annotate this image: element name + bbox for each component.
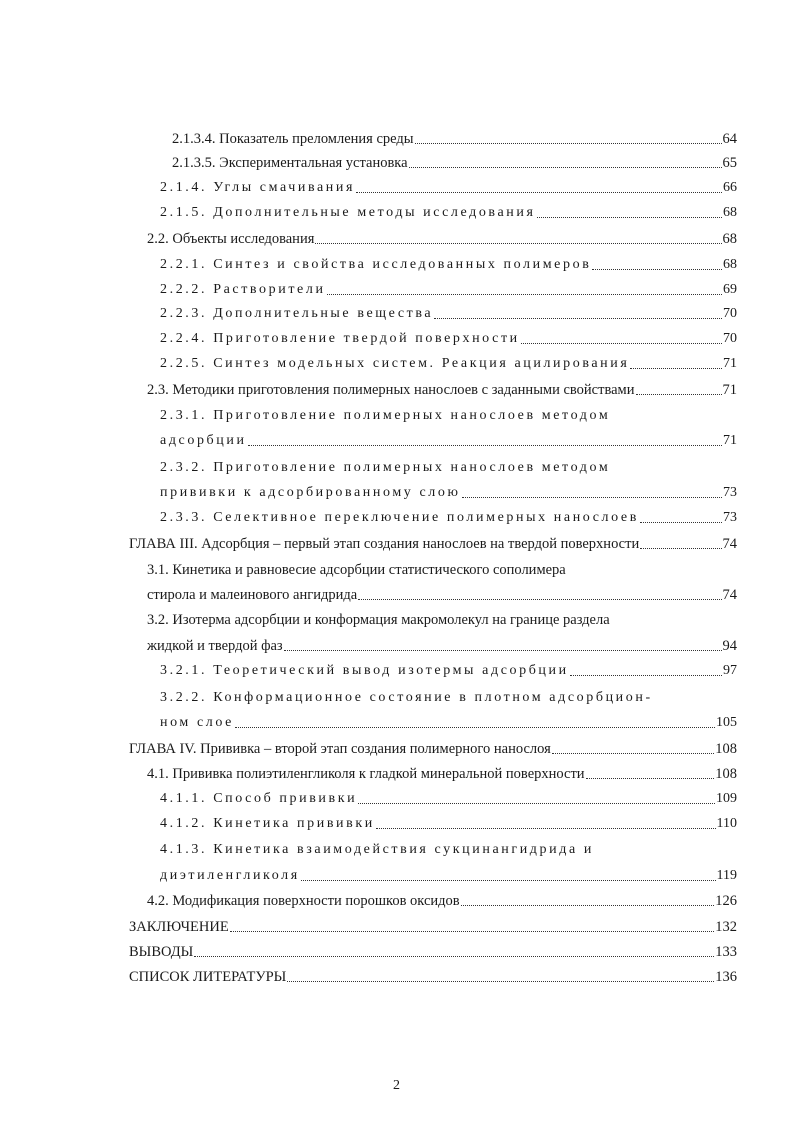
toc-entry-title: 2.1.4. Углы смачивания bbox=[160, 180, 356, 195]
toc-entry-page: 94 bbox=[722, 638, 737, 654]
toc-entry-page: 132 bbox=[715, 919, 737, 935]
toc-entry-page: 133 bbox=[715, 944, 737, 960]
toc-entry-page: 109 bbox=[716, 791, 737, 806]
dot-leader bbox=[552, 753, 714, 754]
toc-entry-title: 2.2.5. Синтез модельных систем. Реакция ацилирования bbox=[160, 356, 630, 371]
toc-entry bbox=[147, 375, 737, 399]
toc-entry-title: СПИСОК ЛИТЕРАТУРЫ bbox=[129, 969, 287, 985]
toc-entry-title: прививки к адсорбированному слою bbox=[160, 485, 461, 500]
dot-leader bbox=[358, 599, 721, 600]
toc-entry-title: жидкой и твердой фаз bbox=[147, 638, 283, 654]
toc-entry-page: 74 bbox=[722, 536, 737, 552]
toc-entry bbox=[147, 580, 737, 604]
toc-entry-title: 3.2.1. Теоретический вывод изотермы адсорбции bbox=[160, 663, 569, 678]
dot-leader bbox=[570, 675, 722, 676]
toc-entry bbox=[160, 173, 737, 197]
toc-entry bbox=[160, 656, 737, 680]
toc-entry-title: 4.1.1. Способ прививки bbox=[160, 791, 358, 806]
toc-entry-title: 4.1.2. Кинетика прививки bbox=[160, 816, 375, 831]
toc-entry-title: 4.2. Модификация поверхности порошков оксидов bbox=[147, 893, 460, 909]
toc-entry-title: ном слое bbox=[160, 715, 234, 730]
toc-entry-first-line: 3.2. Изотерма адсорбции и конформация макромолекул на границе раздела bbox=[147, 612, 610, 628]
toc-entry-page: 108 bbox=[715, 741, 737, 757]
toc-entry bbox=[147, 224, 737, 248]
dot-leader bbox=[630, 368, 722, 369]
dot-leader bbox=[592, 269, 722, 270]
toc-entry bbox=[147, 886, 737, 910]
dot-leader bbox=[287, 981, 714, 982]
dot-leader bbox=[434, 318, 722, 319]
toc-entry-title: 2.3. Методики приготовления полимерных нанослоев с заданными свойствами bbox=[147, 382, 635, 398]
toc-entry bbox=[160, 349, 737, 373]
toc-entry-title: 2.3.3. Селективное переключение полимерных нанослоев bbox=[160, 510, 639, 525]
dot-leader bbox=[415, 143, 722, 144]
toc-entry-title: ГЛАВА III. Адсорбция – первый этап создания нанослоев на твердой поверхности bbox=[129, 536, 640, 552]
dot-leader bbox=[586, 778, 715, 779]
toc-entry bbox=[160, 275, 737, 299]
toc-entry-first-line: 3.2.2. Конформационное состояние в плотном адсорбцион- bbox=[160, 690, 653, 705]
toc-entry bbox=[160, 426, 737, 450]
toc-entry bbox=[160, 198, 737, 222]
toc-entry-title: ЗАКЛЮЧЕНИЕ bbox=[129, 919, 229, 935]
toc-entry bbox=[129, 962, 737, 986]
toc-entry-page: 105 bbox=[716, 715, 737, 730]
toc-entry bbox=[147, 759, 737, 783]
toc-entry bbox=[160, 708, 737, 732]
toc-entry-page: 73 bbox=[723, 485, 737, 500]
toc-entry-page: 68 bbox=[723, 257, 737, 272]
toc-entry bbox=[160, 809, 737, 833]
toc-entry-page: 70 bbox=[723, 331, 737, 346]
toc-entry-page: 66 bbox=[723, 180, 737, 195]
dot-leader bbox=[230, 931, 715, 932]
toc-entry-title: 2.2. Объекты исследования bbox=[147, 231, 315, 247]
toc-entry-title: адсорбции bbox=[160, 433, 247, 448]
toc-entry bbox=[172, 148, 737, 172]
toc-entry bbox=[147, 631, 737, 655]
toc-entry bbox=[129, 529, 737, 553]
toc-entry-page: 68 bbox=[723, 205, 737, 220]
toc-entry-page: 71 bbox=[723, 433, 737, 448]
dot-leader bbox=[640, 548, 721, 549]
dot-leader bbox=[640, 522, 722, 523]
toc-entry bbox=[160, 299, 737, 323]
page-number: 2 bbox=[393, 1078, 400, 1093]
toc-entry-page: 119 bbox=[716, 868, 737, 883]
toc-entry-first-line: 3.1. Кинетика и равновесие адсорбции статистического сополимера bbox=[147, 562, 566, 578]
toc-entry-title: ГЛАВА IV. Прививка – второй этап создания полимерного нанослоя bbox=[129, 741, 551, 757]
toc-entry-page: 69 bbox=[723, 282, 737, 297]
toc-entry bbox=[160, 784, 737, 808]
toc-entry-first-line: 4.1.3. Кинетика взаимодействия сукцинангидрида и bbox=[160, 842, 594, 857]
toc-entry-title: 2.2.2. Растворители bbox=[160, 282, 326, 297]
toc-entry-page: 65 bbox=[722, 155, 737, 171]
toc-entry-first-line: 2.3.2. Приготовление полимерных нанослоев методом bbox=[160, 460, 611, 475]
toc-entry bbox=[160, 478, 737, 502]
dot-leader bbox=[461, 905, 715, 906]
dot-leader bbox=[462, 497, 722, 498]
toc-entry-page: 71 bbox=[722, 382, 737, 398]
toc-entry bbox=[129, 937, 737, 961]
dot-leader bbox=[284, 650, 722, 651]
dot-leader bbox=[301, 880, 716, 881]
dot-leader bbox=[356, 192, 722, 193]
toc-entry-page: 97 bbox=[723, 663, 737, 678]
dot-leader bbox=[409, 167, 722, 168]
toc-entry-page: 73 bbox=[723, 510, 737, 525]
toc-entry-page: 110 bbox=[716, 816, 737, 831]
toc-entry-page: 64 bbox=[722, 131, 737, 147]
dot-leader bbox=[248, 445, 722, 446]
toc-entry bbox=[160, 324, 737, 348]
dot-leader bbox=[315, 243, 721, 244]
toc-entry-title: диэтиленгликоля bbox=[160, 868, 300, 883]
toc-entry-page: 74 bbox=[722, 587, 737, 603]
toc-entry-title: 2.2.3. Дополнительные вещества bbox=[160, 306, 434, 321]
toc-entry-title: 2.1.3.5. Экспериментальная установка bbox=[172, 155, 408, 171]
toc-entry-first-line: 2.3.1. Приготовление полимерных нанослоев методом bbox=[160, 408, 611, 423]
toc-entry-page: 126 bbox=[715, 893, 737, 909]
toc-entry bbox=[160, 861, 737, 885]
dot-leader bbox=[358, 803, 715, 804]
toc-entry bbox=[172, 124, 737, 148]
toc-entry bbox=[160, 250, 737, 274]
dot-leader bbox=[327, 294, 722, 295]
toc-entry-page: 108 bbox=[715, 766, 737, 782]
toc-entry-title: 2.2.4. Приготовление твердой поверхности bbox=[160, 331, 520, 346]
toc-entry bbox=[129, 912, 737, 936]
toc-entry-title: ВЫВОДЫ bbox=[129, 944, 194, 960]
toc-entry-title: 2.1.3.4. Показатель преломления среды bbox=[172, 131, 414, 147]
toc-entry-page: 70 bbox=[723, 306, 737, 321]
dot-leader bbox=[194, 956, 714, 957]
toc-entry-title: 4.1. Прививка полиэтиленгликоля к гладкой минеральной поверхности bbox=[147, 766, 585, 782]
toc-entry-page: 68 bbox=[722, 231, 737, 247]
toc-entry-title: стирола и малеинового ангидрида bbox=[147, 587, 358, 603]
toc-entry-page: 71 bbox=[723, 356, 737, 371]
toc-entry-page: 136 bbox=[715, 969, 737, 985]
dot-leader bbox=[235, 727, 715, 728]
toc-entry-title: 2.1.5. Дополнительные методы исследования bbox=[160, 205, 536, 220]
toc-entry bbox=[160, 503, 737, 527]
toc-entry bbox=[129, 734, 737, 758]
dot-leader bbox=[537, 217, 723, 218]
dot-leader bbox=[636, 394, 722, 395]
toc-entry-title: 2.2.1. Синтез и свойства исследованных полимеров bbox=[160, 257, 592, 272]
dot-leader bbox=[521, 343, 722, 344]
dot-leader bbox=[376, 828, 716, 829]
